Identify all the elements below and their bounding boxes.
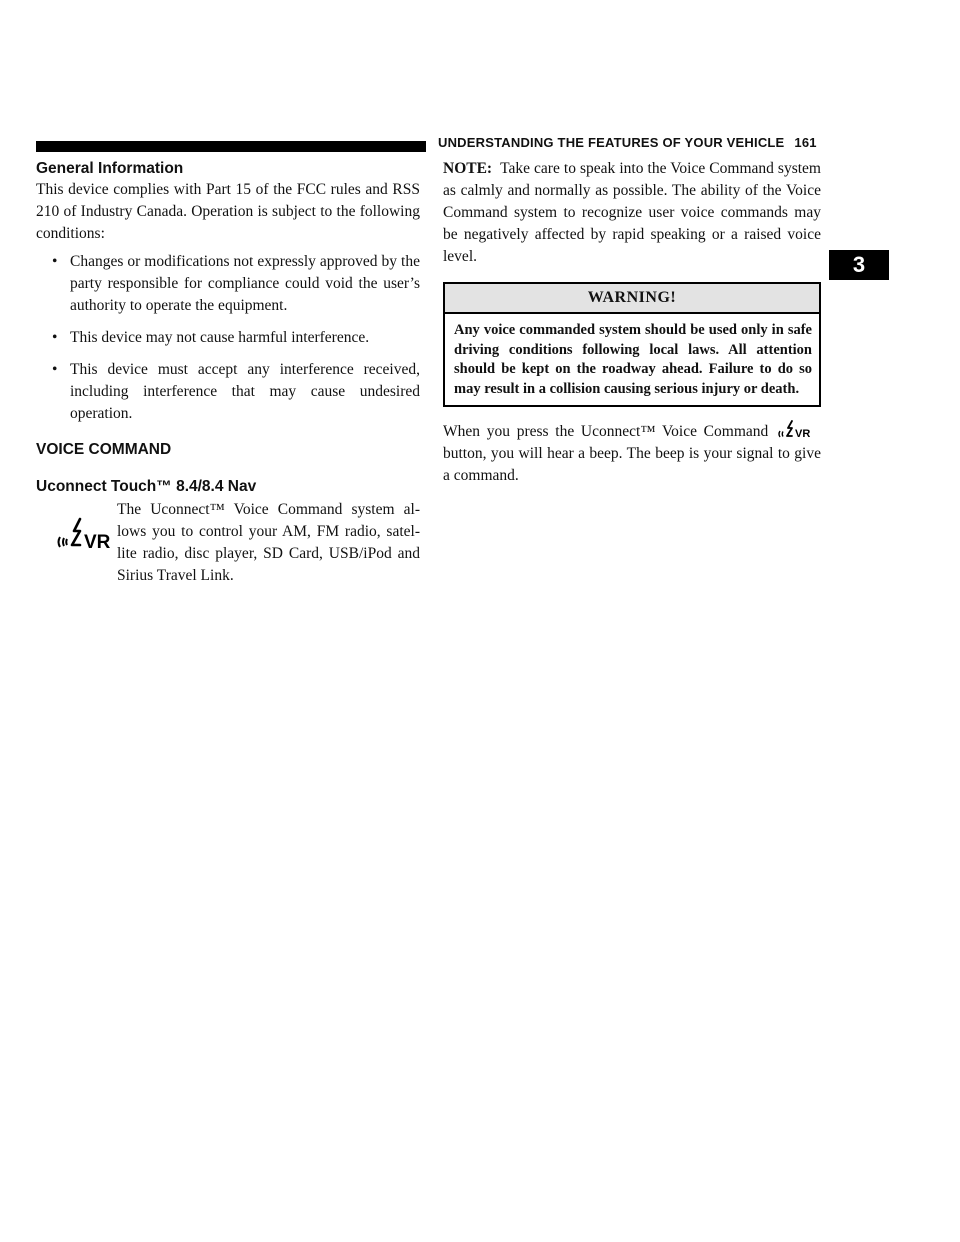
inline-vr-label: VR: [795, 428, 811, 440]
running-header: [438, 135, 818, 150]
warning-box: [443, 282, 821, 407]
press-paragraph: [443, 420, 821, 487]
header-rule: [36, 141, 426, 152]
page-number: 161: [794, 135, 817, 150]
bullet-glyph: •: [52, 253, 58, 270]
warning-text: Any voice commanded system should be used only in safe driving conditions following local laws. All attention should be kept on the roadway ahead. Failure to do so may result in a collision causing serious injury or death.: [454, 322, 812, 397]
note-text: Take care to speak into the Voice Command system as calmly and normally as possible. The ability of the Voice Command system to recognize user voice commands may be negatively affected by rapid speaking or a raised voice level.: [443, 160, 821, 265]
warning-title: WARNING!: [445, 284, 819, 314]
intro-paragraph: This device complies with Part 15 of the FCC rules and RSS 210 of Industry Canada. Operation is subject to the following conditions:: [36, 181, 420, 242]
note-label: NOTE:: [443, 160, 493, 177]
chapter-tab: 3: [829, 250, 889, 280]
vr-icon-label: VR: [84, 532, 111, 553]
list-item: • This device must accept any interference received, including interference that may cause undesired operation.: [52, 361, 420, 422]
voice-recognition-icon: [775, 420, 821, 440]
header-title: UNDERSTANDING THE FEATURES OF YOUR VEHICLE: [438, 135, 785, 150]
right-column: [443, 158, 821, 487]
uconnect-description: [36, 499, 420, 587]
press-text-before: When you press the Uconnect™ Voice Command: [443, 423, 769, 440]
uconnect-touch-heading: Uconnect Touch™ 8.4/8.4 Nav: [36, 478, 257, 495]
uconnect-paragraph: The Uconnect™ Voice Command system al-lows you to control your AM, FM radio, satel-lite radio, disc player, SD Card, USB/iPod and Sirius Travel Link.: [117, 501, 420, 584]
note-paragraph: [443, 158, 821, 268]
voice-recognition-icon: [50, 517, 114, 553]
conditions-list: [36, 251, 420, 425]
list-item: • Changes or modifications not expressly approved by the party responsible for compliance could void the user’s authority to operate the equipment.: [52, 253, 420, 314]
general-information-heading: General Information: [36, 160, 184, 177]
left-column: [36, 158, 420, 587]
bullet-glyph: •: [52, 329, 58, 346]
list-item: • This device may not cause harmful interference.: [36, 327, 420, 349]
press-text-after: button, you will hear a beep. The beep is your signal to give a command.: [443, 445, 821, 484]
bullet-glyph: •: [52, 361, 58, 378]
voice-command-heading: VOICE COMMAND: [36, 441, 172, 458]
